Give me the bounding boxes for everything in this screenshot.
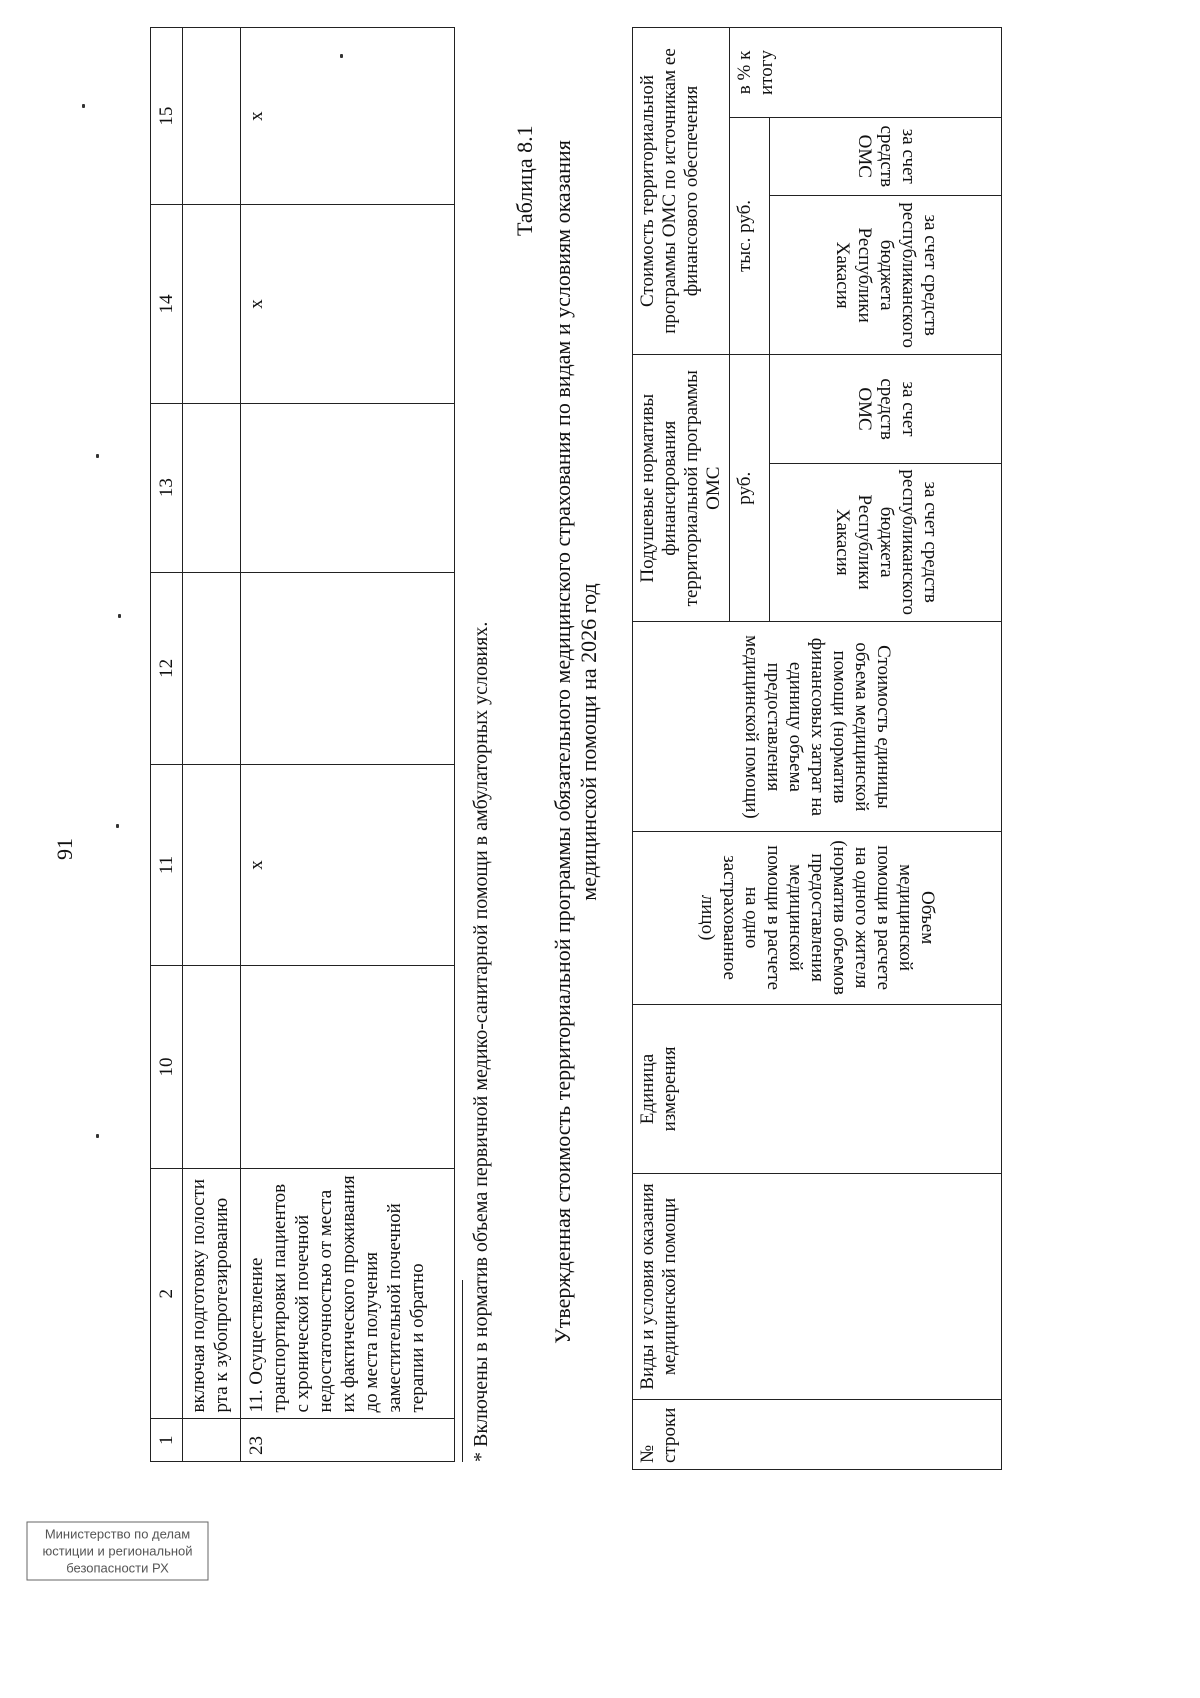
header-cell: 13 <box>151 403 183 572</box>
header-per-capita: Подушевые нормативы финансирования территориальной программы ОМС <box>633 354 730 622</box>
table-cell <box>183 572 241 765</box>
header-total-budget <box>770 196 1002 355</box>
table-header-row <box>633 28 730 1470</box>
table-title <box>550 22 602 1462</box>
header-cell: 1 <box>151 1419 183 1462</box>
scan-speck <box>340 54 343 58</box>
stamp-line: безопасности РХ <box>66 1560 169 1576</box>
header-pc-budget-text: за счет средств республиканского бюджета Республики Хакасия <box>831 469 941 616</box>
header-cell: 11 <box>151 765 183 966</box>
header-total-budget-text: за счет средств республиканского бюджета Республики Хакасия <box>831 202 941 348</box>
header-cell: 14 <box>151 205 183 403</box>
table-cell: x <box>241 765 455 966</box>
header-total-oms <box>770 117 1002 195</box>
row-name: 11. Осуществление транспортировки пациентов с хронической почечной недостаточностью от места их фактического проживания до места получения заместительной почечной терапии и обратно <box>241 1169 455 1419</box>
stamp-line: юстиции и региональной <box>42 1543 193 1559</box>
header-unit: Единица измерения <box>633 1005 1002 1173</box>
stamp-line: Министерство по делам <box>44 1526 191 1542</box>
header-kinds: Виды и условия оказания медицинской помощи <box>633 1173 1002 1400</box>
table-cell: x <box>241 28 455 205</box>
table-cell <box>241 965 455 1168</box>
header-pc-oms-text: за счет средств ОМС <box>853 378 919 440</box>
header-unit-cost-text: Стоимость единицы объема медицинской помощи (норматив финансовых затрат на единицу объема предоставления медицинской помощи) <box>741 634 894 819</box>
header-volume-text: Объем медицинской помощи в расчете на одного жителя (норматив объемов предоставления медицинской помощи в расчете на одно застрахованное лицо) <box>697 840 938 996</box>
header-unit-cost <box>633 622 1002 831</box>
table-cell <box>241 572 455 765</box>
header-total-cost: Стоимость территориальной программы ОМС по источникам ее финансового обеспечения <box>633 28 730 355</box>
table-cell <box>183 403 241 572</box>
header-volume <box>633 831 1002 1005</box>
table-header-row <box>151 28 183 1462</box>
row-number: 23 <box>241 1419 455 1462</box>
row-number <box>183 1419 241 1462</box>
header-cell: 2 <box>151 1169 183 1419</box>
header-cell: 15 <box>151 28 183 205</box>
header-pc-oms <box>770 354 1002 463</box>
table-cell: x <box>241 205 455 403</box>
table-title-line: Утвержденная стоимость территориальной программы обязательного медицинского страхования по видам и условиям оказания <box>550 140 575 1344</box>
table-cell <box>241 403 455 572</box>
table-cell <box>183 765 241 966</box>
scan-speck <box>116 824 119 828</box>
header-pc-budget <box>770 463 1002 622</box>
table-row <box>183 28 241 1462</box>
scan-speck <box>96 454 99 458</box>
table-row <box>241 28 455 1462</box>
footnote-divider <box>462 1280 463 1462</box>
header-row-number: № строки <box>633 1400 1002 1470</box>
scan-speck <box>96 1134 99 1138</box>
header-percent: в % к итогу <box>730 28 1002 118</box>
ministry-stamp <box>27 1522 209 1581</box>
table-title-line: медицинской помощи на 2026 год <box>576 583 601 901</box>
scan-speck <box>82 104 85 108</box>
scan-speck <box>118 614 121 618</box>
continuation-table <box>150 27 455 1462</box>
table-cell <box>183 205 241 403</box>
header-total-unit: тыс. руб. <box>730 117 770 354</box>
header-total-oms-text: за счет средств ОМС <box>853 125 919 188</box>
table-label: Таблица 8.1 <box>512 125 537 236</box>
header-per-capita-unit: руб. <box>730 354 770 622</box>
row-name: включая подготовку полости рта к зубопротезированию <box>183 1169 241 1419</box>
header-cell: 10 <box>151 965 183 1168</box>
table-cell <box>183 28 241 205</box>
page-number: 91 <box>52 838 77 860</box>
table-cell <box>183 965 241 1168</box>
cost-table <box>632 27 1002 1470</box>
header-cell: 12 <box>151 572 183 765</box>
footnote: * Включены в норматив объема первичной медико-санитарной помощи в амбулаторных условиях. <box>470 621 492 1462</box>
